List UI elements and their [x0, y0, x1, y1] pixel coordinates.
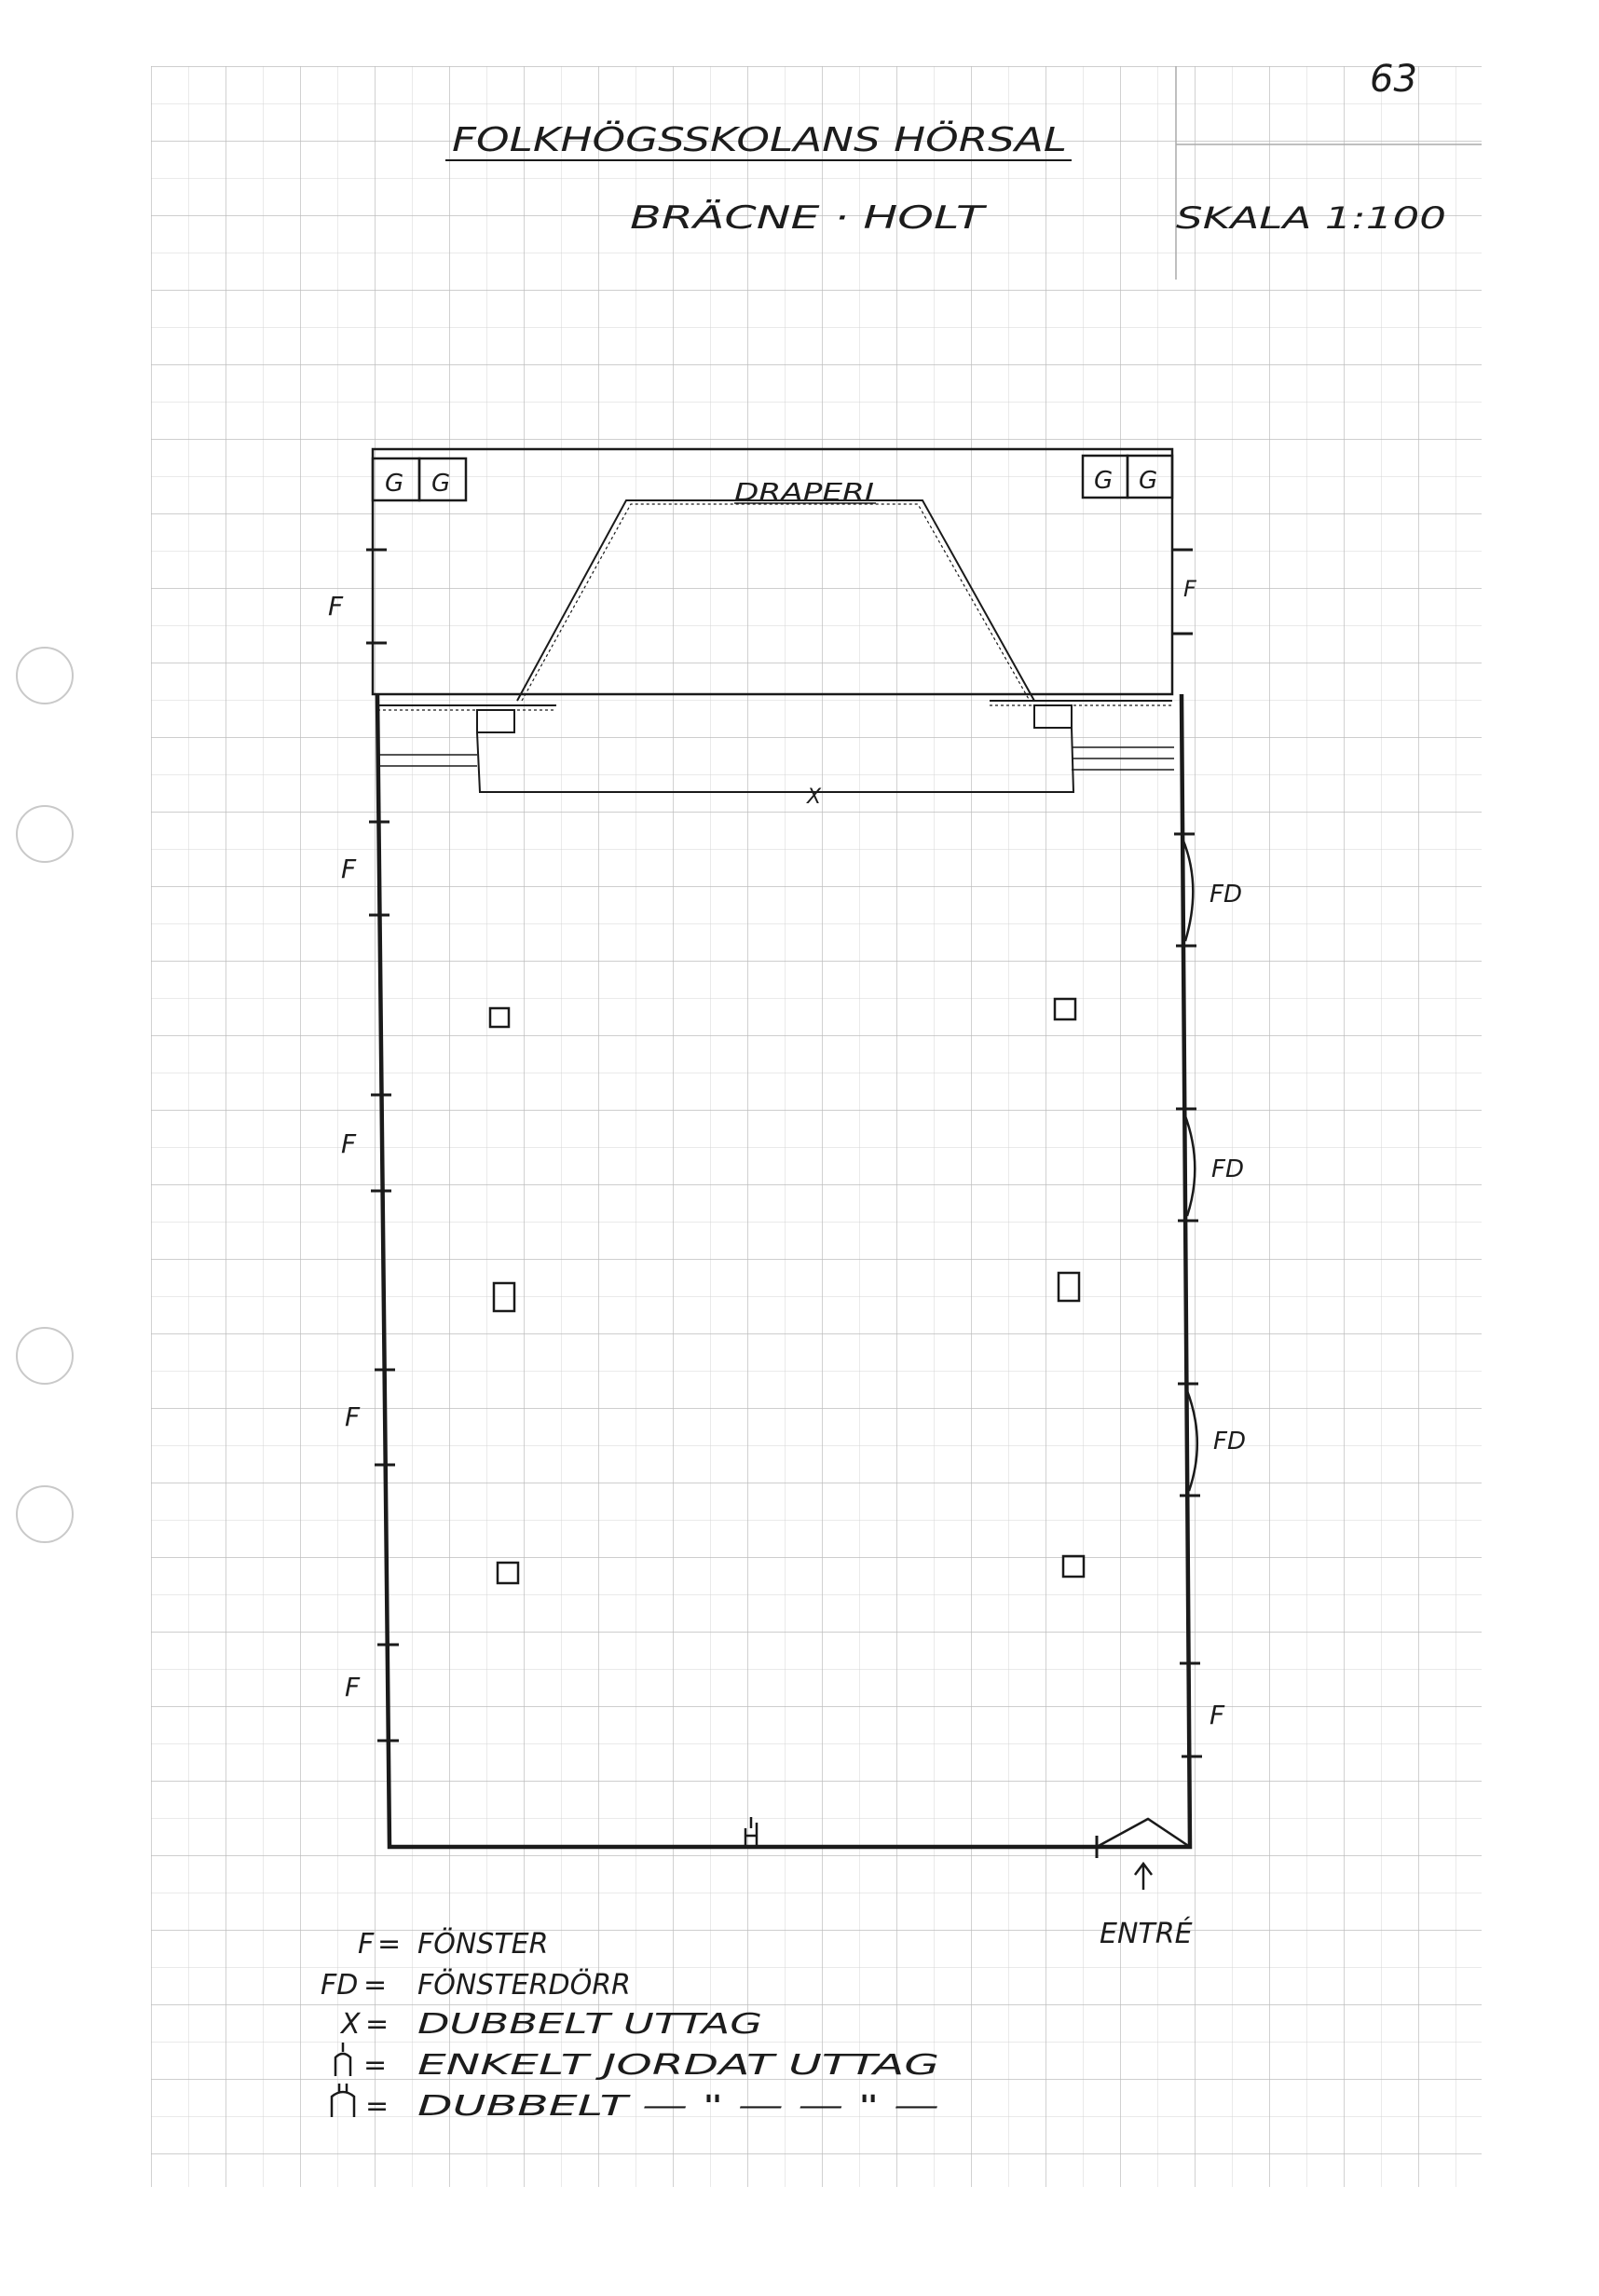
- window-label: F: [341, 854, 357, 884]
- legend-symbol: X: [341, 2008, 361, 2041]
- legend-symbol: F: [358, 1928, 375, 1961]
- scale-label: SKALA 1:100: [1176, 200, 1446, 236]
- svg-text:=: =: [363, 1969, 388, 2002]
- legend-item: [335, 2043, 939, 2082]
- g-label: G: [1094, 467, 1114, 495]
- window-door-label: FD: [1211, 1155, 1244, 1183]
- window-label: F: [345, 1401, 361, 1432]
- legend-item: [321, 1968, 631, 2002]
- svg-text:=: =: [365, 2090, 390, 2123]
- binder-holes: [17, 648, 73, 1542]
- g-label: G: [1139, 467, 1158, 495]
- g-label: G: [431, 470, 451, 498]
- window-door-label: FD: [1213, 1428, 1246, 1456]
- legend-text: FÖNSTERDÖRR: [417, 1969, 631, 2002]
- legend-text: DUBBELT UTTAG: [417, 2008, 762, 2041]
- double-outlet-x: X: [807, 786, 822, 809]
- page-title: FOLKHÖGSSKOLANS HÖRSAL: [452, 121, 942, 159]
- svg-text:=: =: [365, 2008, 390, 2041]
- legend-item: [332, 2084, 939, 2123]
- page-number: 63: [1370, 58, 1417, 101]
- legend-text: DUBBELT — " — — " —: [417, 2090, 939, 2123]
- svg-text:=: =: [377, 1928, 402, 1961]
- graph-paper-grid: [151, 66, 1482, 2187]
- entrance-label: ENTRÉ: [1100, 1918, 1193, 1950]
- legend-text: FÖNSTER: [417, 1928, 549, 1961]
- legend-text: ENKELT JORDAT UTTAG: [417, 2049, 939, 2082]
- g-label: G: [385, 470, 404, 498]
- legend-item: [358, 1927, 548, 1961]
- svg-text:=: =: [363, 2049, 388, 2082]
- window-door-label: FD: [1210, 881, 1242, 909]
- page-subtitle: BRÄCNE · HOLT: [630, 199, 988, 237]
- window-label: F: [1210, 1700, 1225, 1730]
- window-label: F: [341, 1128, 357, 1159]
- window-label: F: [1183, 576, 1196, 602]
- legend-symbol: FD: [321, 1969, 359, 2002]
- drapery-label: DRAPERI: [734, 479, 874, 507]
- window-label: F: [328, 591, 344, 622]
- window-label: F: [345, 1672, 361, 1702]
